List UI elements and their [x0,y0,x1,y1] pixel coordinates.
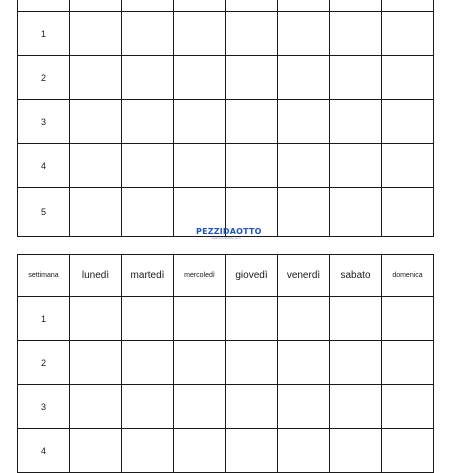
day-cell [174,100,226,144]
week-number: 1 [18,12,70,56]
table-row [18,56,434,100]
day-cell [226,341,278,385]
day-cell [226,100,278,144]
day-cell [174,56,226,100]
header-day-tuesday: martedì [122,255,174,297]
brand-tagline: www.pezzidaotto.com [211,236,241,240]
header-day-sunday: domenica [382,255,434,297]
day-cell [278,12,330,56]
day-cell [278,100,330,144]
header-week: settimana [18,255,70,297]
weekly-planner-table-bottom [17,254,434,473]
table-header-row [18,0,434,12]
day-cell [330,429,382,473]
day-cell [330,297,382,341]
day-cell [174,341,226,385]
day-cell [278,56,330,100]
header-day-saturday: sabato [330,255,382,297]
day-cell [122,385,174,429]
day-cell [122,429,174,473]
day-cell [174,12,226,56]
day-cell [226,56,278,100]
day-cell [278,144,330,188]
table-row [18,144,434,188]
table-row [18,12,434,56]
day-cell [122,100,174,144]
week-number: 5 [18,188,70,237]
day-cell [382,385,434,429]
day-cell [278,341,330,385]
day-cell [382,429,434,473]
weekly-planner-table-top [17,0,434,237]
table-row [18,297,434,341]
day-cell [174,385,226,429]
table-row [18,100,434,144]
day-cell [70,56,122,100]
table-row [18,385,434,429]
day-cell [226,144,278,188]
day-cell [122,297,174,341]
day-cell [382,341,434,385]
day-cell [382,100,434,144]
day-cell [382,297,434,341]
day-cell [174,297,226,341]
brand-logo [196,227,262,240]
week-number: 4 [18,144,70,188]
day-cell [174,144,226,188]
header-day-friday: venerdì [278,255,330,297]
day-cell [330,56,382,100]
header-cell [330,0,382,12]
day-cell [330,385,382,429]
day-cell [70,12,122,56]
header-cell [382,0,434,12]
day-cell [330,100,382,144]
header-cell [70,0,122,12]
day-cell [122,144,174,188]
day-cell [382,56,434,100]
header-cell [174,0,226,12]
brand-name: PEZZIDAOTTO [196,227,262,236]
day-cell [330,12,382,56]
week-number: 4 [18,429,70,473]
day-cell [70,297,122,341]
header-cell [278,0,330,12]
header-cell [18,0,70,12]
day-cell [70,188,122,237]
day-cell [122,12,174,56]
header-day-wednesday: mercoledì [174,255,226,297]
week-number: 2 [18,341,70,385]
day-cell [278,385,330,429]
table-row [18,429,434,473]
header-cell [122,0,174,12]
day-cell [278,429,330,473]
day-cell [226,385,278,429]
day-cell [70,429,122,473]
day-cell [330,341,382,385]
day-cell [382,144,434,188]
day-cell [70,385,122,429]
day-cell [226,12,278,56]
day-cell [174,429,226,473]
day-cell [70,144,122,188]
day-cell [70,341,122,385]
day-cell [226,429,278,473]
day-cell [226,297,278,341]
day-cell [122,56,174,100]
header-cell [226,0,278,12]
day-cell [330,188,382,237]
day-cell [278,297,330,341]
table-header-row [18,255,434,297]
week-number: 3 [18,385,70,429]
day-cell [122,341,174,385]
day-cell [278,188,330,237]
week-number: 3 [18,100,70,144]
week-number: 1 [18,297,70,341]
header-day-thursday: giovedì [226,255,278,297]
day-cell [330,144,382,188]
header-day-monday: lunedì [70,255,122,297]
table-row [18,341,434,385]
day-cell [382,188,434,237]
day-cell [70,100,122,144]
day-cell [382,12,434,56]
day-cell [122,188,174,237]
week-number: 2 [18,56,70,100]
